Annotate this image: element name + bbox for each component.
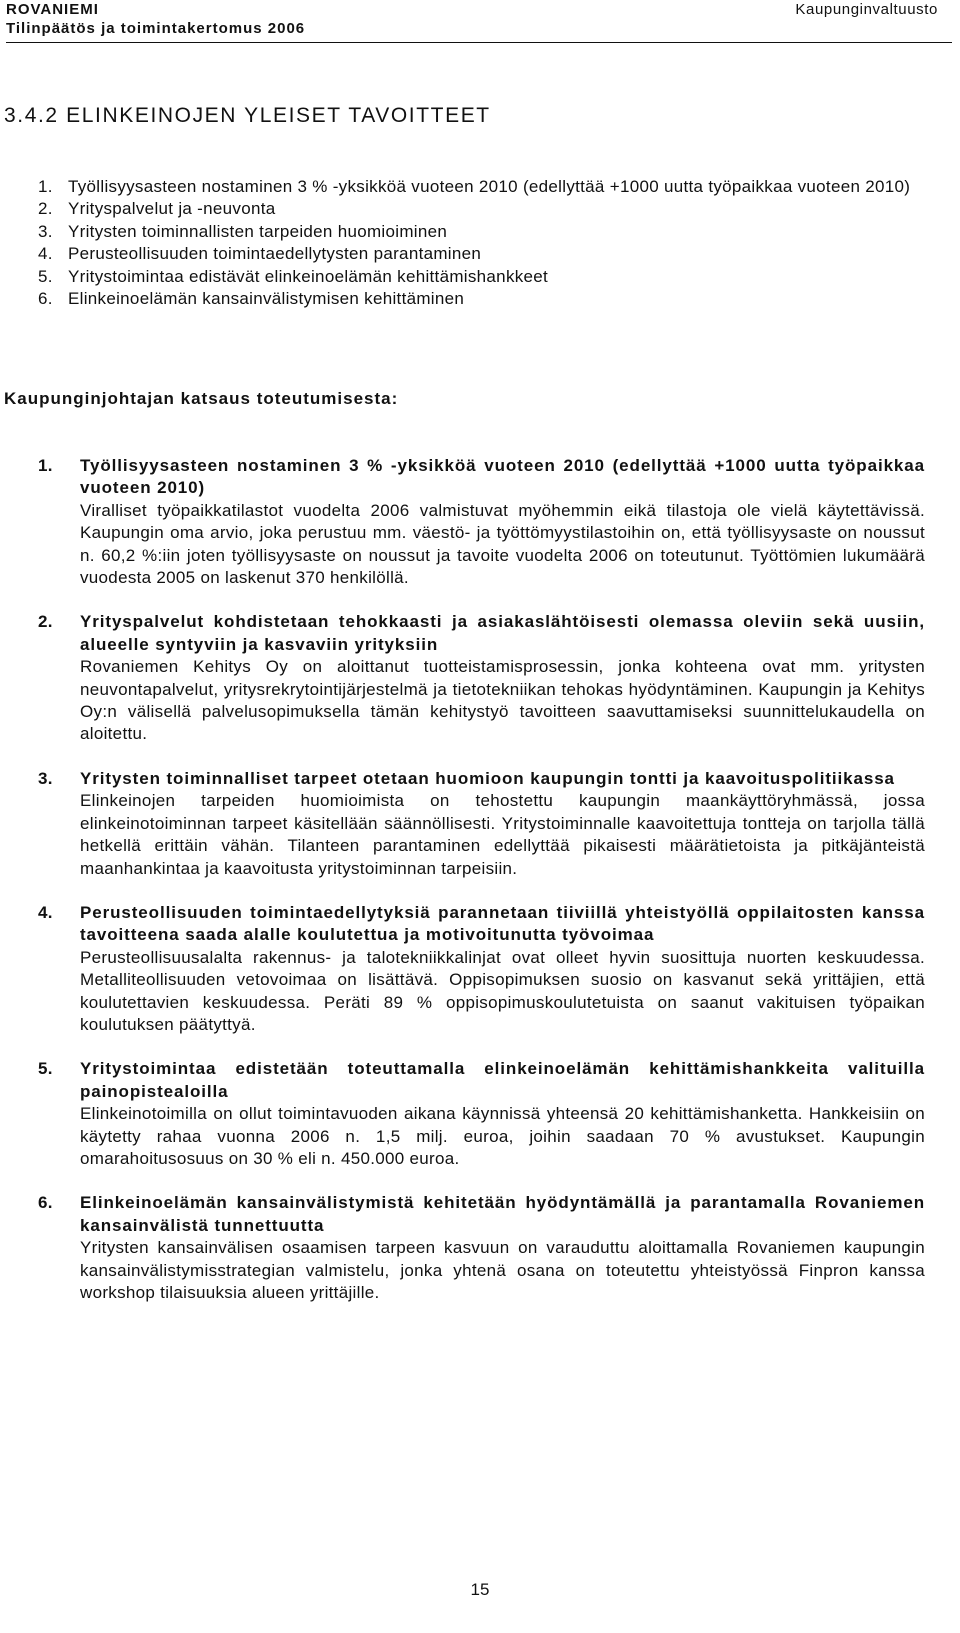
review-items — [38, 455, 925, 1326]
review-item — [38, 1058, 925, 1170]
goal-item — [38, 198, 928, 220]
review-title: Kaupunginjohtajan katsaus toteutumisesta: — [4, 389, 399, 408]
goal-number: 2. — [38, 199, 53, 219]
goal-text: Yritysten toiminnallisten tarpeiden huomioiminen — [68, 221, 448, 241]
item-number: 4. — [38, 902, 53, 922]
review-item — [38, 611, 925, 745]
item-body: Elinkeinojen tarpeiden huomioimista on tehostettu kaupungin maankäyttöryhmässä, jossa elinkeinotoiminnan tarpeet käsitellään säännöllisesti. Yritystoiminnalle kaavoitettuja tontteja on tarjolla tällä hetkellä erittäin vähän. Tilanteen parantaminen edellyttää pikaisesti määrätietoista ja pitkäjänteistä maanhankintaa ja kaavoitusta yritystoiminnan tarpeisiin. — [80, 791, 925, 878]
goals-list — [38, 176, 928, 310]
item-body: Viralliset työpaikkatilastot vuodelta 2006 valmistuvat myöhemmin eikä tilastoja ole vielä käytettävissä. Kaupungin oma arvio, joka perustuu mm. väestö- ja työttömyystilastoihin on, että työllisyysaste on noussut n. 60,2 %:iin joten työllisyysaste on noussut ja tavoite vuodelta 2006 on toteutunut. Työttömien lukumäärä vuodesta 2005 on laskenut 370 henkilöllä. — [80, 500, 925, 588]
review-item — [38, 455, 925, 589]
goal-text: Työllisyysasteen nostaminen 3 % -yksikköä vuoteen 2010 (edellyttää +1000 uutta työpaikkaa vuoteen 2010) — [68, 177, 911, 196]
goal-number: 4. — [38, 244, 53, 264]
goal-text: Elinkeinoelämän kansainvälistymisen kehittäminen — [68, 289, 465, 309]
section-title: 3.4.2 ELINKEINOJEN YLEISET TAVOITTEET — [4, 104, 491, 127]
goal-item — [38, 266, 928, 288]
item-heading: Yrityspalvelut kohdistetaan tehokkaasti ja asiakaslähtöisesti olemassa oleviin sekä uusiin, alueelle syntyviin ja kasvaviin yrityksiin — [80, 612, 925, 654]
goal-number: 5. — [38, 266, 53, 286]
item-body: Rovaniemen Kehitys Oy on aloittanut tuotteistamisprosessin, jonka kohteena ovat mm. yritysten neuvontapalvelut, yritysrekrytointijärjestelmä ja tietotekniikan tehokas hyödyntäminen. Kaupungin ja Kehitys Oy:n välisellä palvelusopimuksella tämän kehitystyö tavoitteen saavuttamiseksi suunnittelukaudella on aloitettu. — [80, 657, 925, 744]
goal-number: 1. — [38, 177, 53, 196]
item-number: 6. — [38, 1193, 53, 1213]
header-divider — [6, 42, 952, 43]
review-item — [38, 902, 925, 1036]
goal-item — [38, 221, 928, 243]
council-label: Kaupunginvaltuusto — [795, 1, 938, 18]
item-body: Yritysten kansainvälisen osaamisen tarpeen kasvuun on varauduttu aloittamalla Rovaniemen kaupungin kansainvälistymisstrategian valmistelu, jonka yhtenä osana on toteutettu yhteistyössä Finpron kanssa workshop tilaisuuksia alueen yrittäjille. — [80, 1238, 925, 1302]
review-item — [38, 768, 925, 880]
item-number: 1. — [38, 456, 53, 475]
review-item — [38, 1192, 925, 1304]
item-body: Elinkeinotoimilla on ollut toimintavuoden aikana käynnissä yhteensä 20 kehittämishanketta. Hankkeisiin on käytetty rahaa vuonna 2006 n. 1,5 milj. euroa, joihin saadaan 70 % avustukset. Kaupungin omarahoitusosuus on 30 % eli n. 450.000 euroa. — [80, 1104, 925, 1168]
goal-number: 3. — [38, 221, 53, 241]
goal-item — [38, 243, 928, 265]
goal-text: Yritystoimintaa edistävät elinkeinoelämän kehittämishankkeet — [68, 266, 549, 286]
item-body: Perusteollisuusalalta rakennus- ja talotekniikkalinjat ovat olleet hyvin suosittuja nuorten keskuudessa. Metalliteollisuuden vetovoimaa on lisättävä. Oppisopimuksen suosio on kasvanut sekä yrittäjien, että koulutettavien keskuudessa. Peräti 89 % oppisopimuskoulutetuista on saanut vakituisen työpaikan koulutuksen päätyttyä. — [80, 947, 925, 1034]
item-heading: Työllisyysasteen nostaminen 3 % -yksikköä vuoteen 2010 (edellyttää +1000 uutta työpaikkaa vuoteen 2010) — [80, 456, 925, 498]
item-heading: Yritystoimintaa edistetään toteuttamalla elinkeinoelämän kehittämishankkeita valituilla painopistealoilla — [80, 1059, 925, 1101]
goal-item — [38, 176, 928, 198]
item-number: 3. — [38, 768, 53, 788]
goal-text: Yrityspalvelut ja -neuvonta — [68, 199, 276, 219]
item-heading: Elinkeinoelämän kansainvälistymistä kehitetään hyödyntämällä ja parantamalla Rovaniemen kansainvälistä tunnettuutta — [80, 1193, 925, 1235]
item-heading: Yritysten toiminnalliset tarpeet otetaan huomioon kaupungin tontti ja kaavoituspolitiikassa — [80, 768, 895, 788]
page-number: 15 — [470, 1580, 490, 1599]
item-number: 5. — [38, 1059, 53, 1079]
goal-item — [38, 288, 928, 310]
page-header — [6, 0, 952, 44]
org-name: ROVANIEMI — [6, 1, 99, 18]
item-number: 2. — [38, 612, 53, 632]
item-heading: Perusteollisuuden toimintaedellytyksiä parannetaan tiiviillä yhteistyöllä oppilaitosten kanssa tavoitteena saada alalle koulutettua ja motivoitunutta työvoimaa — [80, 902, 925, 945]
goal-text: Perusteollisuuden toimintaedellytysten parantaminen — [68, 244, 482, 264]
goal-number: 6. — [38, 289, 53, 309]
document-subtitle: Tilinpäätös ja toimintakertomus 2006 — [6, 20, 306, 37]
